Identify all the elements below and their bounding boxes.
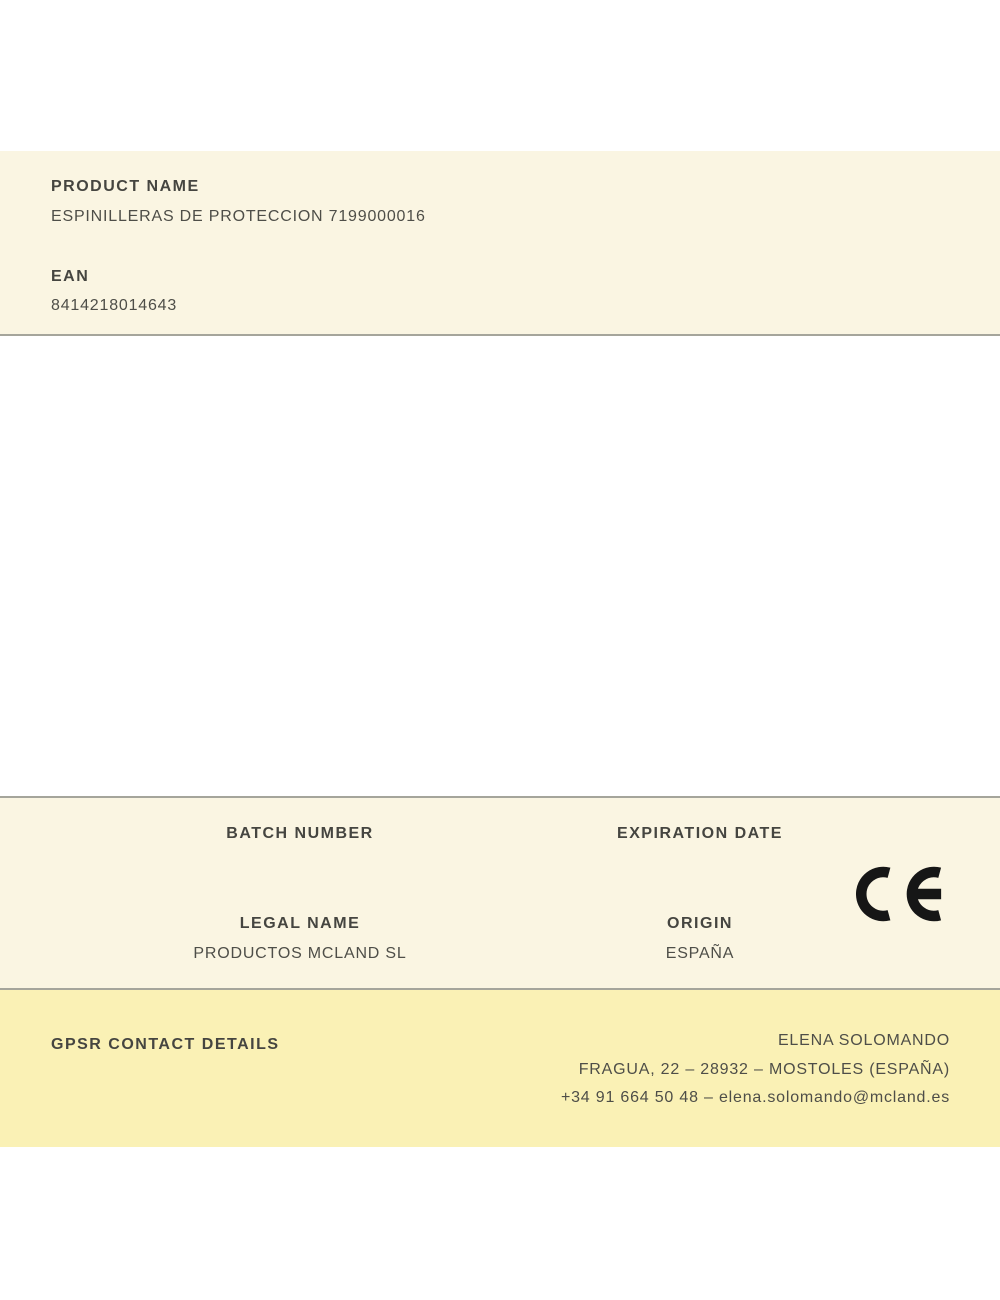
contact-phone-email: +34 91 664 50 48 – elena.solomando@mcland.es (560, 1089, 950, 1106)
product-name-label: PRODUCT NAME (51, 178, 200, 195)
details-section (0, 796, 1000, 990)
origin-label: ORIGIN (667, 915, 733, 932)
batch-number-label: BATCH NUMBER (226, 825, 374, 842)
contact-address: FRAGUA, 22 – 28932 – MOSTOLES (ESPAÑA) (578, 1060, 950, 1078)
details-column-right (500, 798, 900, 988)
ce-mark-icon (856, 864, 944, 924)
product-name-value: ESPINILLERAS DE PROTECCION 7199000016 (51, 208, 426, 225)
legal-name-value: PRODUCTOS MCLAND SL (193, 945, 407, 962)
legal-name-label: LEGAL NAME (239, 915, 361, 932)
expiration-date-label: EXPIRATION DATE (617, 825, 783, 842)
gpsr-contact-block (561, 1027, 950, 1113)
ean-value: 8414218014643 (51, 297, 178, 314)
details-column-left (100, 798, 500, 988)
contact-name: ELENA SOLOMANDO (777, 1032, 950, 1049)
product-section (0, 151, 1000, 336)
gpsr-section (0, 990, 1000, 1147)
ean-label: EAN (51, 268, 90, 285)
origin-value: ESPAÑA (665, 945, 735, 962)
gpsr-contact-label: GPSR CONTACT DETAILS (51, 1036, 280, 1053)
